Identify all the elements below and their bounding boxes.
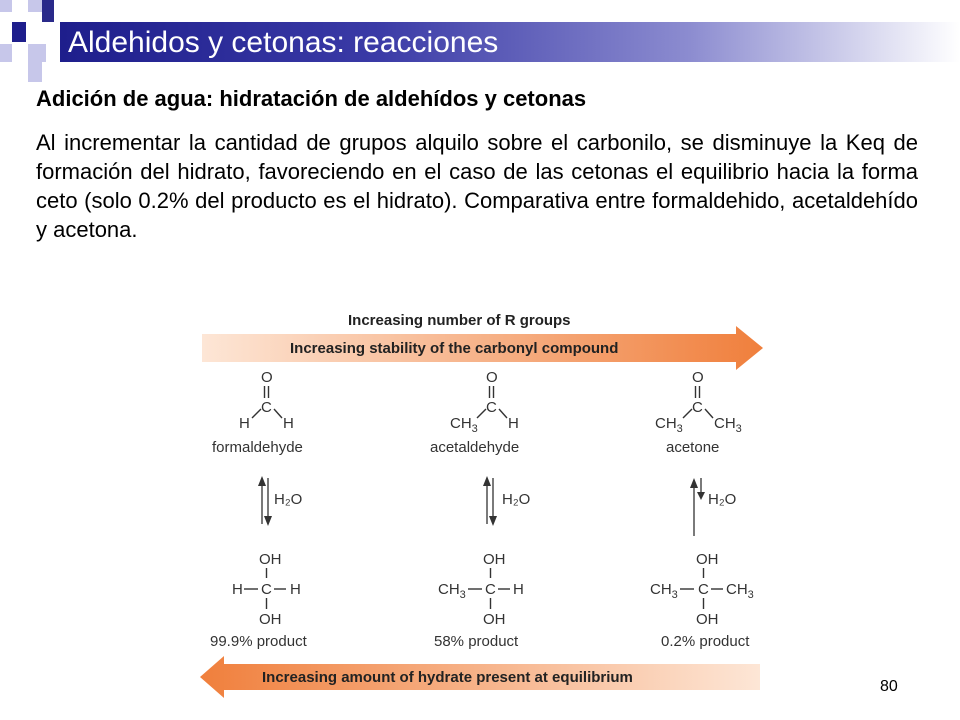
svg-text:H: H [513,581,524,598]
acetaldehyde-label: acetaldehyde [430,439,520,456]
svg-text:CH3: $CH_3$ [438,581,466,601]
slide-number: 80 [880,678,898,695]
acetone-hydrate-structure [650,551,754,628]
svg-text:C: C [486,399,497,416]
svg-text:O: O [692,369,704,386]
svg-text:C: C [261,581,272,598]
svg-text:H: H [508,415,519,432]
formaldehyde-hydrate-structure [232,551,301,628]
svg-text:OH: OH [696,551,719,568]
svg-text:OH: OH [259,611,282,628]
logo-square-7 [28,62,42,82]
top-arrow-label: Increasing stability of the carbonyl compound [290,340,619,357]
equilibrium-arrows-2 [483,476,497,526]
svg-text:C: C [692,399,703,416]
svg-text:O: O [261,369,273,386]
acetaldehyde-structure [450,369,519,435]
svg-text:C: C [485,581,496,598]
logo-square-1 [0,0,12,12]
reagent-label-3: H₂O [708,491,737,508]
logo-square-5 [0,44,12,62]
formaldehyde-label: formaldehyde [212,439,303,456]
svg-text:H: H [283,415,294,432]
logo-square-3 [42,0,54,22]
logo-square-2 [28,0,42,12]
svg-text:H: H [239,415,250,432]
svg-text:CH3: $CH_3$ [726,581,754,601]
svg-text:C: C [261,399,272,416]
svg-text:CH3: $CH_3$ [650,581,678,601]
formaldehyde-hydrate-percent: 99.9% product [210,633,307,650]
section-subtitle: Adición de agua: hidratación de aldehídos y cetonas [36,86,587,111]
acetone-structure [655,369,742,435]
equilibrium-arrows-3 [690,478,705,536]
body-paragraph: Al incrementar la cantidad de grupos alquilo sobre el carbonilo, se disminuye la Keq de formación del hidrato, favoreciendo en el caso de las cetonas el equilibrio hacia la forma ceto (solo 0.2% del producto es el hidrato). Comparativa entre formaldehido, acetaldehído y acetona. [36,130,918,242]
reagent-label-1: H₂O [274,491,303,508]
reagent-label-2: H₂O [502,491,531,508]
svg-text:H: H [290,581,301,598]
acetone-hydrate-percent: 0.2% product [661,633,750,650]
logo-square-6 [28,44,46,62]
svg-text:OH: OH [483,551,506,568]
hydration-equilibrium-figure [198,304,768,704]
equilibrium-arrows-1 [258,476,272,526]
svg-text:OH: OH [483,611,506,628]
acetone-label: acetone [666,439,720,456]
svg-text:H: H [232,581,243,598]
top-arrow-caption: Increasing number of R groups [348,312,571,329]
bottom-arrow-label: Increasing amount of hydrate present at equilibrium [262,669,633,686]
svg-text:O: O [486,369,498,386]
svg-text:OH: OH [696,611,719,628]
formaldehyde-structure [239,369,294,432]
svg-text:CH3: $CH_3$ [714,415,742,435]
svg-text:CH3: $CH_3$ [450,415,478,435]
svg-text:C: C [698,581,709,598]
slide-title: Aldehidos y cetonas: reacciones [68,26,499,59]
acetaldehyde-hydrate-percent: 58% product [434,633,519,650]
acetaldehyde-hydrate-structure [438,551,524,628]
logo-square-4 [12,22,26,42]
svg-text:OH: OH [259,551,282,568]
svg-text:CH3: $CH_3$ [655,415,683,435]
